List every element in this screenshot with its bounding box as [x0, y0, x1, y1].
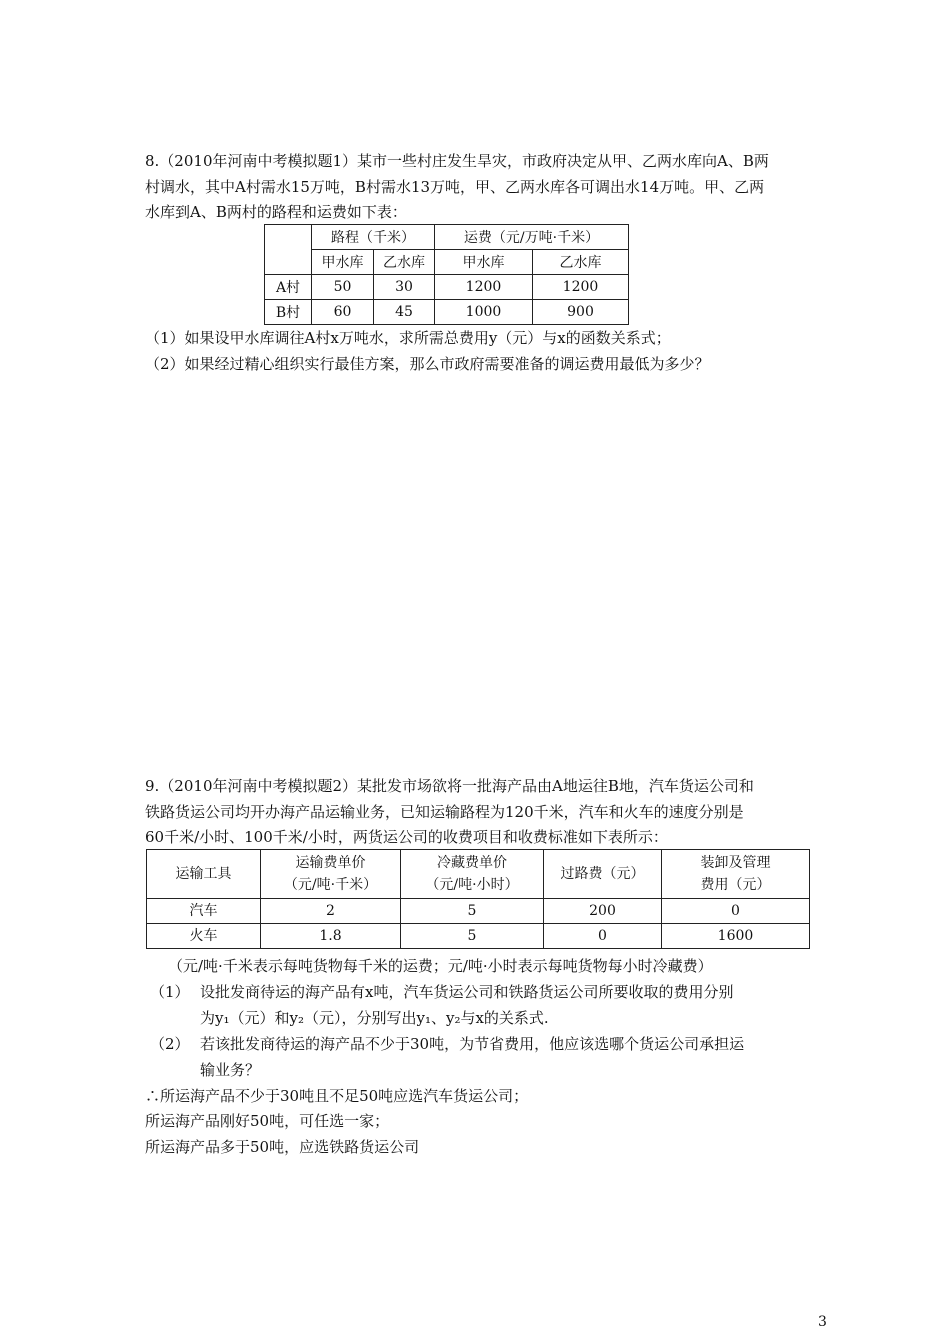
- cell: 火车: [147, 924, 261, 949]
- row-label: A村: [265, 275, 312, 300]
- row-label: B村: [265, 300, 312, 325]
- q9-sub2-line-2: 输业务？: [200, 1061, 261, 1079]
- q8-sub-header: 乙水库: [374, 250, 435, 275]
- q9-header-vehicle: [147, 850, 261, 899]
- q9-line-2: 铁路货运公司均开办海产品运输业务，已知运输路程为120千米，汽车和火车的速度分别是: [145, 803, 744, 821]
- header-text: 运输工具: [175, 866, 232, 882]
- cell: 200: [544, 899, 662, 924]
- q8-line-1: 8.（2010年河南中考模拟题1）某市一些村庄发生旱灾，市政府决定从甲、乙两水库向A、B两: [145, 152, 769, 170]
- q9-header-transport-price: [261, 850, 401, 899]
- cell: 30: [374, 275, 435, 300]
- q9-table: [146, 849, 810, 949]
- cell: 0: [662, 899, 810, 924]
- cell: 0: [544, 924, 662, 949]
- q8-line-3: 水库到A、B两村的路程和运费如下表：: [145, 203, 407, 221]
- table-row: [147, 924, 810, 949]
- cell: 1600: [662, 924, 810, 949]
- table-row: [147, 899, 810, 924]
- q8-line-2: 村调水，其中A村需水15万吨，B村需水13万吨，甲、乙两水库各可调出水14万吨。甲、乙两: [145, 178, 765, 196]
- q9-answer-line-1: ∴所运海产品不少于30吨且不足50吨应选汽车货运公司；: [145, 1087, 529, 1105]
- cell: 5: [401, 899, 544, 924]
- cell: 45: [374, 300, 435, 325]
- q8-table: [264, 224, 629, 325]
- cell: 1.8: [261, 924, 401, 949]
- q9-sub1-line-1: 设批发商待运的海产品有x吨，汽车货运公司和铁路货运公司所要收取的费用分别: [200, 983, 734, 1001]
- header-text: 装卸及管理: [700, 855, 771, 871]
- q9-header-toll: [544, 850, 662, 899]
- page-number: 3: [818, 1314, 827, 1330]
- cell: 50: [312, 275, 374, 300]
- q8-header-cost: 运费（元/万吨·千米）: [435, 225, 629, 250]
- cell: 1000: [435, 300, 533, 325]
- q9-sub2-number: （2）: [150, 1035, 190, 1053]
- q8-sub-header: 乙水库: [533, 250, 629, 275]
- cell: 2: [261, 899, 401, 924]
- q9-header-handling: [662, 850, 810, 899]
- q9-answer-line-3: 所运海产品多于50吨，应选铁路货运公司: [145, 1138, 420, 1156]
- cell: 汽车: [147, 899, 261, 924]
- cell: 1200: [435, 275, 533, 300]
- q9-line-3: 60千米/小时、100千米/小时，两货运公司的收费项目和收费标准如下表所示：: [145, 828, 668, 846]
- q9-sub2-line-1: 若该批发商待运的海产品不少于30吨，为节省费用，他应该选哪个货运公司承担运: [200, 1035, 745, 1053]
- q8-table-corner: [265, 225, 312, 275]
- q8-subquestion-2: （2）如果经过精心组织实行最佳方案，那么市政府需要准备的调运费用最低为多少？: [145, 355, 710, 373]
- q9-table-note: （元/吨·千米表示每吨货物每千米的运费；元/吨·小时表示每吨货物每小时冷藏费）: [168, 957, 713, 975]
- table-row: [265, 300, 629, 325]
- cell: 5: [401, 924, 544, 949]
- q9-sub1-number: （1）: [150, 983, 190, 1001]
- header-unit: （元/吨·小时）: [425, 877, 519, 893]
- header-text: 过路费（元）: [560, 866, 645, 882]
- q9-answer-line-2: 所运海产品刚好50吨，可任选一家；: [145, 1112, 390, 1130]
- q9-line-1: 9.（2010年河南中考模拟题2）某批发市场欲将一批海产品由A地运往B地，汽车货运公司和: [145, 777, 754, 795]
- q9-sub1-line-2: 为y₁（元）和y₂（元），分别写出y₁、y₂与x的关系式.: [200, 1009, 549, 1027]
- q8-header-distance: 路程（千米）: [312, 225, 435, 250]
- q8-sub-header: 甲水库: [435, 250, 533, 275]
- cell: 1200: [533, 275, 629, 300]
- header-text: 运输费单价: [295, 855, 366, 871]
- q8-subquestion-1: （1）如果设甲水库调往A村x万吨水，求所需总费用y（元）与x的函数关系式；: [145, 329, 671, 347]
- table-row: [265, 275, 629, 300]
- q8-sub-header: 甲水库: [312, 250, 374, 275]
- cell: 60: [312, 300, 374, 325]
- header-text: 冷藏费单价: [437, 855, 507, 871]
- cell: 900: [533, 300, 629, 325]
- q9-header-cold-price: [401, 850, 544, 899]
- header-unit: （元/吨·千米）: [283, 877, 378, 893]
- header-unit: 费用（元）: [700, 877, 771, 893]
